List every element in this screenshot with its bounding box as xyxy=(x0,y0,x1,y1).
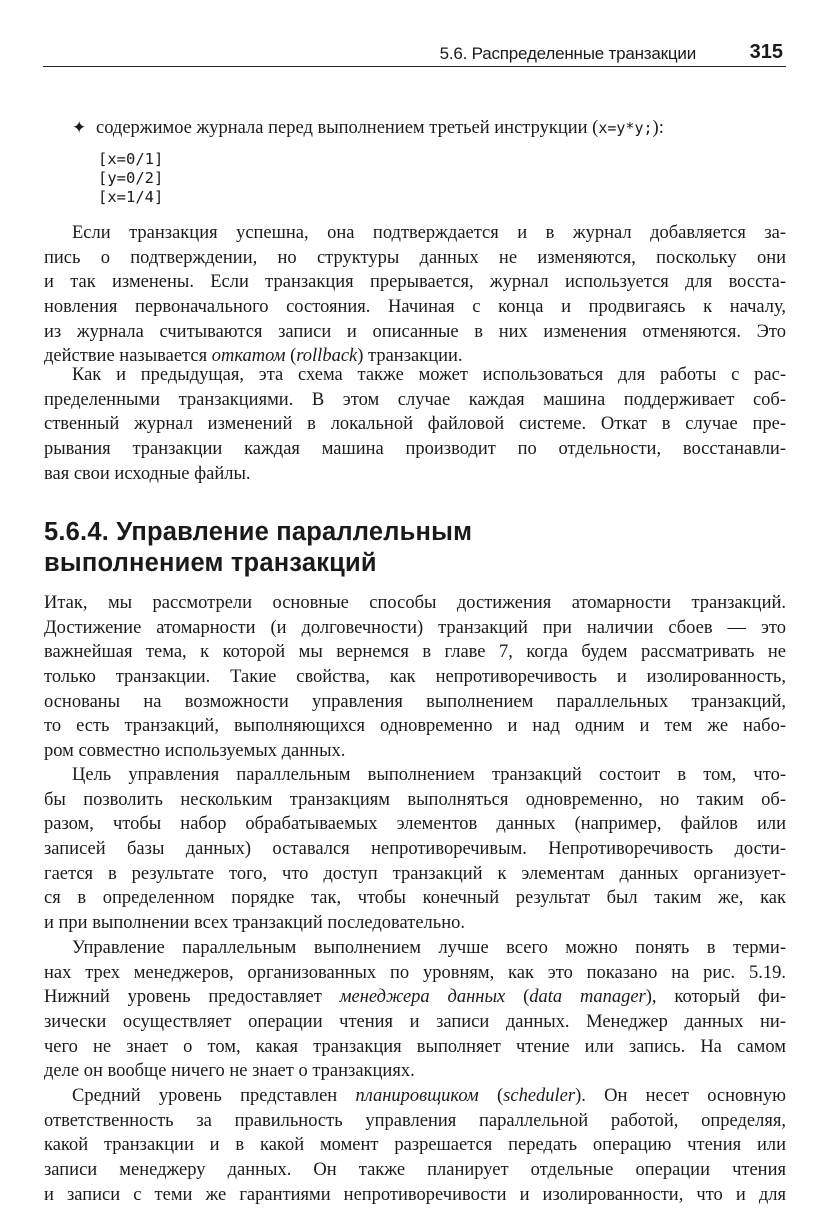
header-section-title: 5.6. Распределенные транзакции xyxy=(439,44,696,63)
text-span: Нижний уровень предоставляет xyxy=(44,987,340,1008)
text-span: ( xyxy=(505,987,530,1008)
text-line: нах трех менеджеров, организованных по уровням, как это показано на рис. 5.19. xyxy=(44,962,786,983)
code-line: [x=0/1] xyxy=(98,150,164,168)
text-line: Если транзакция успешна, она подтверждается и в журнал добавляется за- xyxy=(72,223,786,243)
bullet-text-after: ): xyxy=(652,118,664,138)
text-line: ответственность за правильность управления параллельной работой, определяя, xyxy=(44,1110,786,1131)
text-line: какой транзакции и в какой момент разрешается передать операцию чтения или xyxy=(44,1135,786,1156)
text-span: действие называется xyxy=(44,346,212,367)
term-data-manager-en: data manager xyxy=(529,987,646,1008)
text-line: только транзакции. Такие свойства, как непротиворечивость и изолированность, xyxy=(44,667,786,688)
text-line: и записи с теми же гарантиями непротиворечивости и изолированности, что и для xyxy=(44,1184,786,1205)
text-line: разом, чтобы набор обрабатываемых элементов данных (например, файлов или xyxy=(44,814,786,835)
code-block xyxy=(98,150,163,207)
page-number: 315 xyxy=(749,41,783,63)
text-line: Цель управления параллельным выполнением транзакций состоит в том, что- xyxy=(72,765,786,785)
text-line: гается в результате того, что доступ транзакций к элементам данных организует- xyxy=(44,863,786,884)
bullet-inline-code: x=y*y; xyxy=(598,119,653,137)
text-line: вая свои исходные файлы. xyxy=(44,463,251,484)
term-data-manager-ru: менеджера данных xyxy=(339,987,506,1008)
section-heading xyxy=(44,517,786,579)
text-line: деле он вообще ничего не знает о транзакциях. xyxy=(44,1061,415,1082)
text-span: Средний уровень представлен xyxy=(72,1086,356,1106)
paragraph-atomicity xyxy=(44,591,786,764)
paragraph-scheduler xyxy=(44,1084,786,1207)
text-line: пись о подтверждении, но структуры данных не изменяются, поскольку они xyxy=(44,247,786,268)
code-line: [y=0/2] xyxy=(98,169,164,187)
text-span: ) транзакции. xyxy=(357,346,463,367)
text-line: чего не знает о том, какая транзакция выполняет чтение или запись. На самом xyxy=(44,1036,786,1057)
bullet-icon: ✦ xyxy=(72,118,87,138)
text-line: рывания транзакции каждая машина производит по отдельности, восстанавли- xyxy=(44,439,786,460)
term-scheduler-en: scheduler xyxy=(503,1086,576,1106)
code-line: [x=1/4] xyxy=(98,188,164,206)
heading-line: 5.6.4. Управление параллельным xyxy=(44,518,473,546)
text-line: зически осуществляет операции чтения и записи данных. Менеджер данных ни- xyxy=(44,1012,786,1033)
header-rule xyxy=(43,66,786,67)
term-rollback-en: rollback xyxy=(296,346,358,367)
text-line: важнейшая тема, к которой мы вернемся в главе 7, когда будем рассматривать не xyxy=(44,642,786,663)
text-span: ( xyxy=(285,346,297,367)
text-line: из журнала считываются записи и описанные в них изменения отменяются. Это xyxy=(44,321,786,342)
text-line: и при выполнении всех транзакций последовательно. xyxy=(44,913,466,934)
text-line: ром совместно используемых данных. xyxy=(44,741,346,762)
running-header xyxy=(43,36,786,68)
text-line: Достижение атомарности (и долговечности) транзакций при наличии сбоев — это xyxy=(44,617,786,638)
paragraph-rollback xyxy=(44,221,786,369)
text-line: Итак, мы рассмотрели основные способы достижения атомарности транзакций. xyxy=(44,593,786,613)
paragraph-managers xyxy=(44,936,786,1084)
text-line xyxy=(44,985,786,1010)
text-span: ), который фи- xyxy=(645,987,787,1008)
text-line: пределенными транзакциями. В этом случае каждая машина поддерживает соб- xyxy=(44,389,786,410)
text-line: записей базы данных) оставался непротиворечивым. Непротиворечивость дости- xyxy=(44,839,786,860)
text-line: ся в определенном порядке так, чтобы конечный результат был таким же, как xyxy=(44,888,786,909)
term-rollback-ru: откатом xyxy=(211,346,286,367)
text-line: новления первоначального состояния. Начиная с конца и продвигаясь к началу, xyxy=(44,297,786,318)
text-line: ственный журнал изменений в локальной файловой системе. Откат в случае пре- xyxy=(44,414,786,435)
bullet-item xyxy=(72,116,792,140)
paragraph-concurrency-goal xyxy=(44,763,786,936)
term-scheduler-ru: планировщиком xyxy=(355,1086,479,1106)
text-line xyxy=(44,1084,786,1109)
text-line: основаны на возможности управления выполнением параллельных транзакций, xyxy=(44,691,786,712)
text-line: и так изменены. Если транзакция прерывается, журнал используется для восста- xyxy=(44,272,786,293)
text-line: записи менеджеру данных. Он также планирует отдельные операции чтения xyxy=(44,1160,786,1181)
paragraph-distributed-log xyxy=(44,363,786,486)
text-line: то есть транзакций, выполняющихся одновременно и над одним и тем же набо- xyxy=(44,716,786,737)
text-span: ). Он несет основную xyxy=(575,1086,786,1106)
text-line: Управление параллельным выполнением лучше всего можно понять в терми- xyxy=(72,938,786,958)
text-line: Как и предыдущая, эта схема также может использоваться для работы с рас- xyxy=(72,365,786,385)
text-line: бы позволить нескольким транзакциям выполняться одновременно, но таким об- xyxy=(44,789,786,810)
text-span: ( xyxy=(478,1086,504,1106)
bullet-text-before: содержимое журнала перед выполнением третьей инструкции ( xyxy=(96,118,599,138)
heading-line: выполнением транзакций xyxy=(44,549,377,577)
